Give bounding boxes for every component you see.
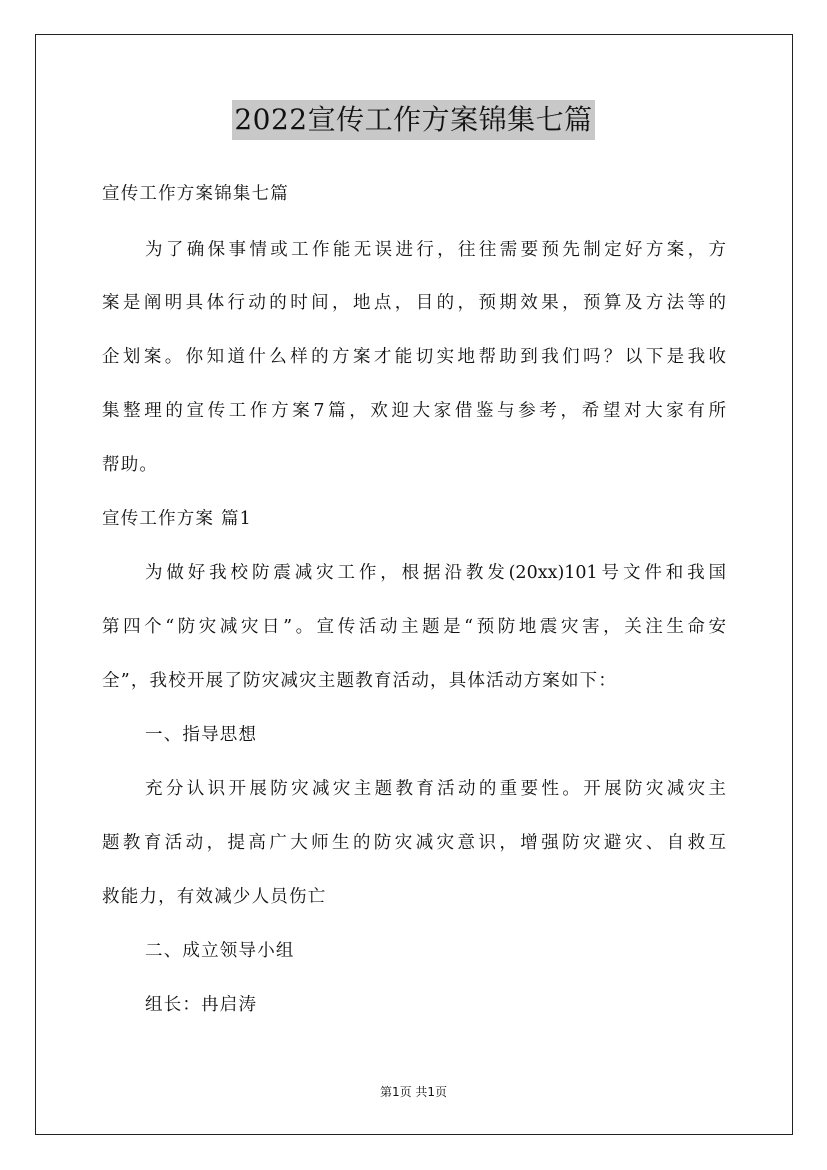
document-title: 2022宣传工作方案锦集七篇 (232, 100, 594, 140)
subtitle: 宣传工作方案锦集七篇 (102, 184, 289, 204)
page-footer: 第1页 共1页 (379, 1085, 448, 1099)
para2-line-1: 充分认识开展防灾减灾主题教育活动的重要性。开展防灾减灾主 (145, 779, 726, 799)
intro-line-1: 为了确保事情或工作能无误进行，往往需要预先制定好方案，方 (145, 240, 726, 260)
section-heading: 宣传工作方案 篇1 (102, 509, 252, 529)
title-container (0, 100, 827, 140)
para1-line-1: 为做好我校防震减灾工作，根据沿教发(20xx)101号文件和我国 (145, 563, 726, 583)
para1-line-3: 全”，我校开展了防灾减灾主题教育活动，具体活动方案如下： (102, 671, 618, 691)
para2-line-2: 题教育活动，提高广大师生的防灾减灾意识，增强防灾避灾、自救互 (102, 833, 726, 853)
heading-leadership-group: 二、成立领导小组 (145, 941, 295, 961)
intro-line-5: 帮助。 (102, 455, 159, 475)
para2-line-3: 救能力，有效减少人员伤亡 (102, 887, 327, 907)
leader-line: 组长：冉启涛 (145, 995, 258, 1015)
intro-line-4: 集整理的宣传工作方案7篇，欢迎大家借鉴与参考，希望对大家有所 (102, 401, 726, 421)
heading-guiding-ideology: 一、指导思想 (145, 725, 258, 745)
para1-line-2: 第四个“防灾减灾日”。宣传活动主题是“预防地震灾害，关注生命安 (102, 617, 726, 637)
intro-line-3: 企划案。你知道什么样的方案才能切实地帮助到我们吗？以下是我收 (102, 347, 726, 367)
intro-line-2: 案是阐明具体行动的时间，地点，目的，预期效果，预算及方法等的 (102, 293, 726, 313)
